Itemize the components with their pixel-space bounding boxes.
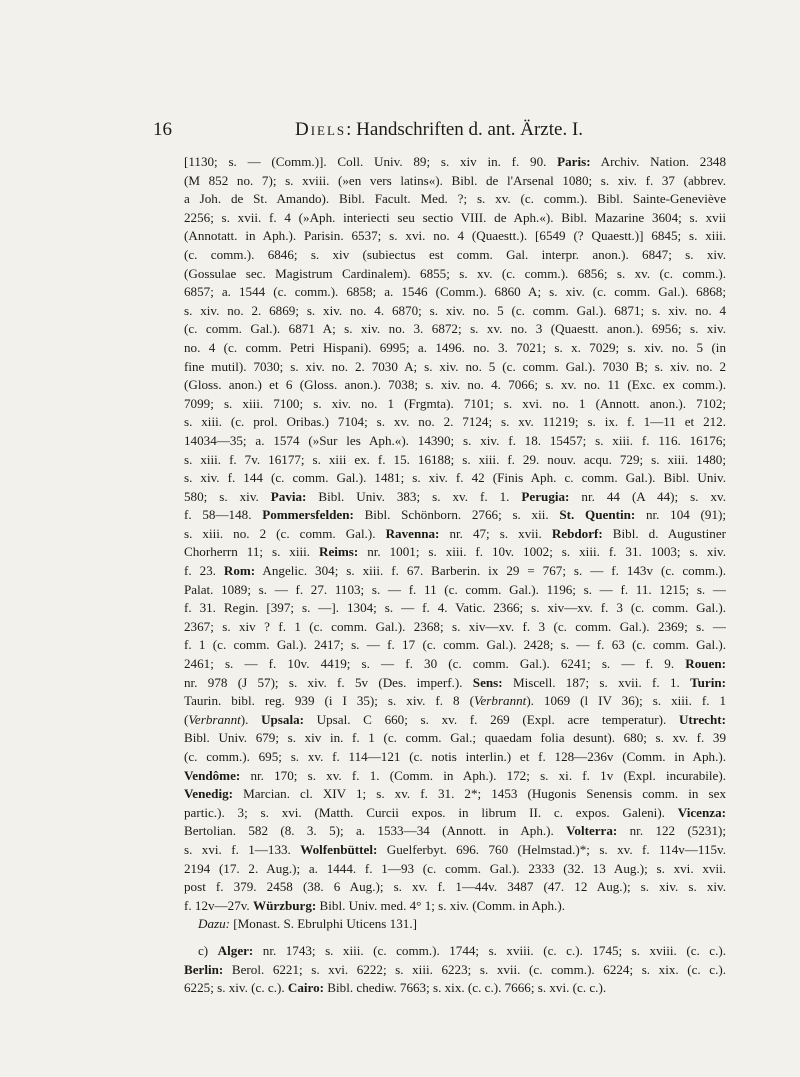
text-line: f. 12v—27v. Würzburg: Bibl. Univ. med. 4° 1; s. xiv. (Comm. in Aph.). bbox=[184, 897, 565, 913]
text-line: post f. 379. 2458 (38. 6 Aug.); s. xv. f. 1—44v. 3487 (47. 12 Aug.); s. xiv. s. xiv. bbox=[184, 879, 726, 895]
text-line: nr. 978 (J 57); s. xiv. f. 5v (Des. imperf.). Sens: Miscell. 187; s. xvii. f. 1. Turin: bbox=[184, 674, 726, 690]
text-line: no. 4 (c. comm. Petri Hispani). 6995; a. 1496. no. 3. 7021; s. x. 7029; s. xiv. no. 5 (in bbox=[184, 339, 726, 355]
text-line: 2461; s. — f. 10v. 4419; s. — f. 30 (c. comm. Gal.). 6241; s. — f. 9. Rouen: bbox=[184, 656, 726, 672]
text-line: 14034—35; a. 1574 (»Sur les Aph.«). 14390; s. xiv. f. 18. 15457; s. xiii. f. 116. 16176; bbox=[184, 432, 726, 448]
text-line: 6857; a. 1544 (c. comm.). 6858; a. 1546 (Comm.). 6860 A; s. xiv. (c. comm. Gal.). 6868; bbox=[184, 284, 726, 300]
text-line: Bertolian. 582 (8. 3. 5); a. 1533—34 (Annott. in Aph.). Volterra: nr. 122 (5231); bbox=[184, 823, 726, 839]
text-line: (Gloss. anon.) et 6 (Gloss. anon.). 7038; s. xiv. no. 4. 7066; s. xv. no. 11 (Exc. ex comm.). bbox=[184, 377, 726, 393]
text-line: a Joh. de St. Amando). Bibl. Facult. Med. ?; s. xv. (c. comm.). Bibl. Sainte-Geneviève bbox=[184, 191, 726, 207]
text-line: [1130; s. — (Comm.)]. Coll. Univ. 89; s. xiv in. f. 90. Paris: Archiv. Nation. 2348 bbox=[184, 154, 726, 169]
text-line: c) Alger: nr. 1743; s. xiii. (c. comm.). 1744; s. xviii. (c. c.). 1745; s. xviii. (c. c.). bbox=[198, 942, 726, 958]
text-line: (Annotatt. in Aph.). Parisin. 6537; s. xvi. no. 4 (Quaestt.). [6549 (? Quaestt.)] 6845; s. xiii. bbox=[184, 228, 726, 244]
text-line: s. xiv. no. 2. 6869; s. xiv. no. 4. 6870; s. xiv. no. 5 (c. comm. Gal.). 6871; s. xiv. no. 4 bbox=[184, 302, 726, 318]
text-line: (c. comm.). 6846; s. xiv (subiectus est comm. Gal. interpr. anon.). 6847; s. xiv. bbox=[184, 246, 726, 262]
text-line: Taurin. bibl. reg. 939 (i I 35); s. xiv. f. 8 (Verbrannt). 1069 (l IV 36); s. xiii. f. 1 bbox=[184, 693, 726, 709]
title-rest: : Handschriften d. ant. Ärzte. I. bbox=[346, 119, 584, 140]
text-line: (Gossulae sec. Magistrum Cardinalem). 6855; s. xv. (c. comm.). 6856; s. xv. (c. comm.). bbox=[184, 265, 726, 281]
text-line: Bibl. Univ. 679; s. xiv in. f. 1 (c. comm. Gal.; quaedam folia desunt). 680; s. xv. f. 39 bbox=[184, 730, 726, 746]
text-line: (c. comm. Gal.). 6871 A; s. xiv. no. 3. 6872; s. xv. no. 3 (Quaestt. anon.). 6956; s. xiv. bbox=[184, 321, 726, 337]
text-line: 2256; s. xvii. f. 4 (»Aph. interiecti seu sectio VIII. de Aph.«). Bibl. Mazarine 3604; s. xvii bbox=[184, 209, 726, 225]
text-line: s. xiii. no. 2 (c. comm. Gal.). Ravenna: nr. 47; s. xvii. Rebdorf: Bibl. d. Augustiner bbox=[184, 525, 726, 541]
text-line: 6225; s. xiv. (c. c.). Cairo: Bibl. chediw. 7663; s. xix. (c. c.). 7666; s. xvi. (c. c.). bbox=[184, 980, 607, 996]
text-line: s. xiii. (c. prol. Oribas.) 7104; s. xv. no. 2. 7124; s. xv. 11219; s. ix. f. 1—11 et 212. bbox=[184, 414, 726, 430]
text-line: f. 1 (c. comm. Gal.). 2417; s. — f. 17 (c. comm. Gal.). 2428; s. — f. 63 (c. comm. Gal.). bbox=[184, 637, 726, 653]
author-name: Diels bbox=[294, 119, 347, 140]
text-line: fine mutil). 7030; s. xiv. no. 2. 7030 A; s. xiv. no. 5 (c. comm. Gal.). 7030 B; s. xiv. no. 2 bbox=[184, 358, 726, 374]
text-line: s. xiv. f. 144 (c. comm. Gal.). 1481; s. xiv. f. 42 (Finis Aph. c. comm. Gal.). Bibl. Univ. bbox=[184, 470, 726, 486]
text-line: Vendôme: nr. 170; s. xv. f. 1. (Comm. in Aph.). 172; s. xi. f. 1v (Expl. incurabile). bbox=[184, 767, 726, 783]
body-text bbox=[184, 153, 726, 998]
text-line: (M 852 no. 7); s. xviii. (»en vers latins«). Bibl. de l'Arsenal 1080; s. xiv. f. 37 (abbrev. bbox=[184, 172, 726, 188]
text-line: Palat. 1089; s. — f. 27. 1103; s. — f. 11 (c. comm. Gal.). 1196; s. — f. 11. 1215; s. — bbox=[184, 581, 726, 597]
text-line: 2367; s. xiv ? f. 1 (c. comm. Gal.). 2368; s. xiv—xv. f. 3 (c. comm. Gal.). 2369; s. — bbox=[184, 618, 726, 634]
dazu-line: Dazu: [Monast. S. Ebrulphi Uticens 131.] bbox=[198, 916, 417, 932]
running-title bbox=[153, 118, 725, 142]
text-line: 7099; s. xiii. 7100; s. xiv. no. 1 (Frgmta). 7101; s. xvi. no. 1 (Annott. anon.). 7102; bbox=[184, 395, 726, 411]
text-line: 580; s. xiv. Pavia: Bibl. Univ. 383; s. xv. f. 1. Perugia: nr. 44 (A 44); s. xv. bbox=[184, 488, 726, 504]
section-c bbox=[184, 942, 726, 998]
text-line: f. 31. Regin. [397; s. —]. 1304; s. — f. 4. Vatic. 2366; s. xiv—xv. f. 3 (c. comm. Gal.). bbox=[184, 600, 726, 616]
text-line: partic.). 3; s. xvi. (Matth. Curcii expos. in librum II. c. expos. Galeni). Vicenza: bbox=[184, 804, 726, 820]
manuscript-list bbox=[184, 153, 726, 915]
text-line: s. xvi. f. 1—133. Wolfenbüttel: Guelferbyt. 696. 760 (Helmstad.)*; s. xv. f. 114v—115v. bbox=[184, 841, 726, 857]
text-line: (Verbrannt). Upsala: Upsal. C 660; s. xv. f. 269 (Expl. acre temperatur). Utrecht: bbox=[184, 711, 726, 727]
page-number: 16 bbox=[153, 119, 172, 140]
running-header bbox=[153, 118, 725, 142]
text-line: 2194 (17. 2. Aug.); a. 1444. f. 1—93 (c. comm. Gal.). 2333 (32. 13 Aug.); s. xvi. xvii. bbox=[184, 860, 726, 876]
text-line: Berlin: Berol. 6221; s. xvi. 6222; s. xiii. 6223; s. xvii. (c. comm.). 6224; s. xix. (c. c.). bbox=[184, 961, 726, 977]
text-line: (c. comm.). 695; s. xv. f. 114—121 (c. notis interlin.) et f. 128—236v (Comm. in Aph.). bbox=[184, 749, 726, 764]
text-line: s. xiii. f. 7v. 16177; s. xiii ex. f. 15. 16188; s. xiii. f. 29. nouv. acqu. 729; s. xiii. 1480; bbox=[184, 451, 726, 467]
text-line: Venedig: Marcian. cl. XIV 1; s. xv. f. 31. 2*; 1453 (Hugonis Senensis comm. in sex bbox=[184, 786, 726, 802]
text-line: Chorherrn 11; s. xiii. Reims: nr. 1001; s. xiii. f. 10v. 1002; s. xiii. f. 31. 1003; s. xiv. bbox=[184, 544, 726, 560]
text-line: f. 23. Rom: Angelic. 304; s. xiii. f. 67. Barberin. ix 29 = 767; s. — f. 143v (c. comm.). bbox=[184, 563, 726, 579]
text-line: f. 58—148. Pommersfelden: Bibl. Schönborn. 2766; s. xii. St. Quentin: nr. 104 (91); bbox=[184, 507, 726, 523]
